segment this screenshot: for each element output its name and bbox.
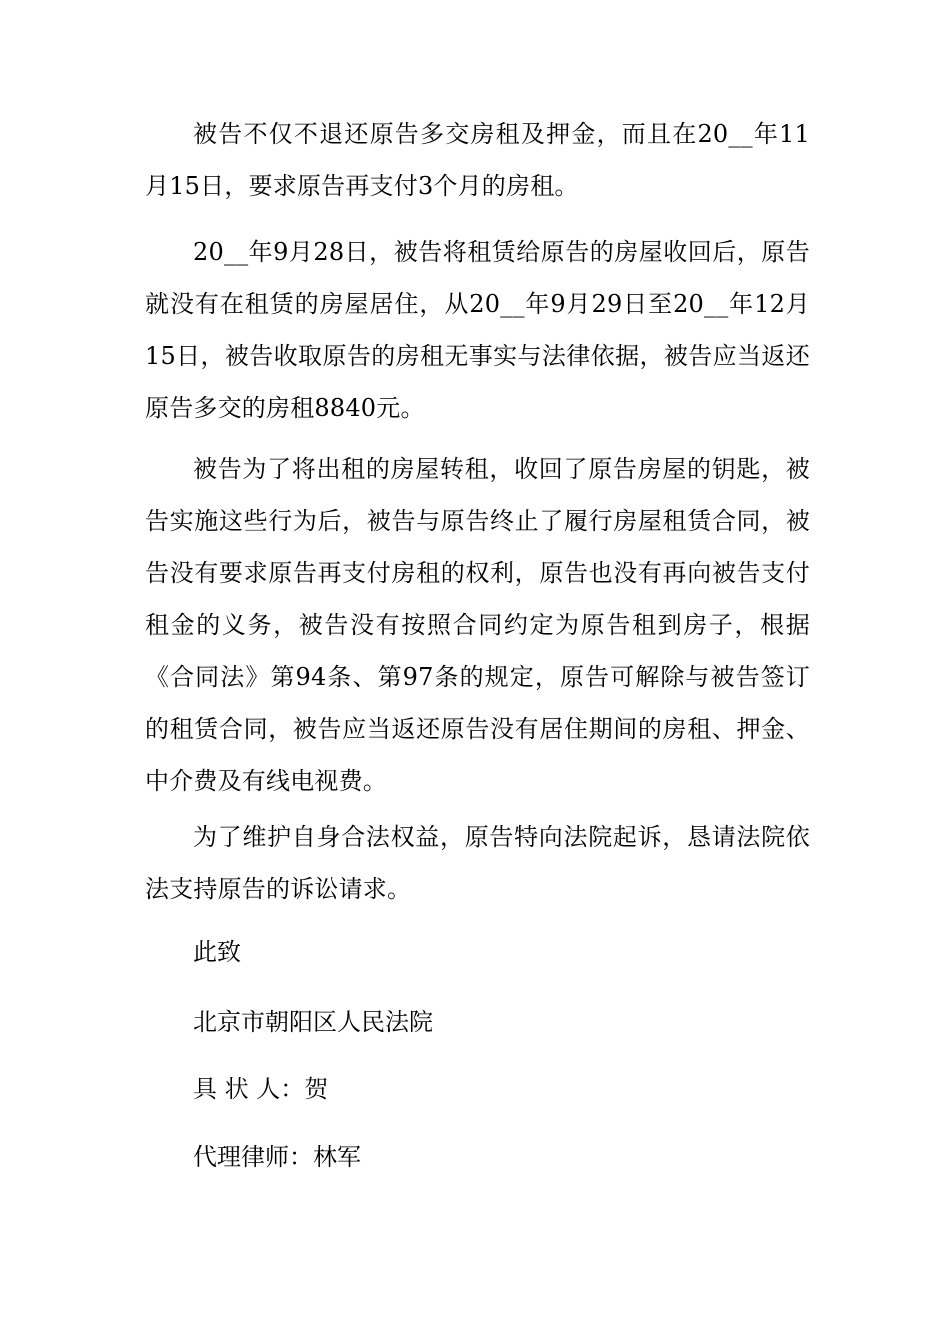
paragraph-house-repossession: 20__年9月28日，被告将租赁给原告的房屋收回后，原告就没有在租赁的房屋居住，从20__年9月29日至20__年12月15日，被告收取原告的房租无事实与法律依据，被告应当返还原告多交的房租8840元。 (145, 238, 810, 422)
paragraph-rent-deposit-demand: 被告不仅不退还原告多交房租及押金，而且在20__年11月15日，要求原告再支付3个月的房租。 (145, 120, 810, 200)
plaintiff-signature-line: 具 状 人：贺 (193, 1075, 329, 1103)
court-name: 北京市朝阳区人民法院 (193, 1008, 433, 1036)
salutation: 此致 (193, 938, 241, 966)
paragraph-contract-termination: 被告为了将出租的房屋转租，收回了原告房屋的钥匙，被告实施这些行为后，被告与原告终止了履行房屋租赁合同，被告没有要求原告再支付房租的权利，原告也没有再向被告支付租金的义务，被告没有按照合同约定为原告租到房子，根据《合同法》第94条、第97条的规定，原告可解除与被告签订的租赁合同，被告应当返还原告没有居住期间的房租、押金、中介费及有线电视费。 (145, 455, 810, 795)
lawyer-signature-line: 代理律师：林军 (193, 1143, 361, 1171)
paragraph-lawsuit-request: 为了维护自身合法权益，原告特向法院起诉，恳请法院依法支持原告的诉讼请求。 (145, 823, 810, 903)
